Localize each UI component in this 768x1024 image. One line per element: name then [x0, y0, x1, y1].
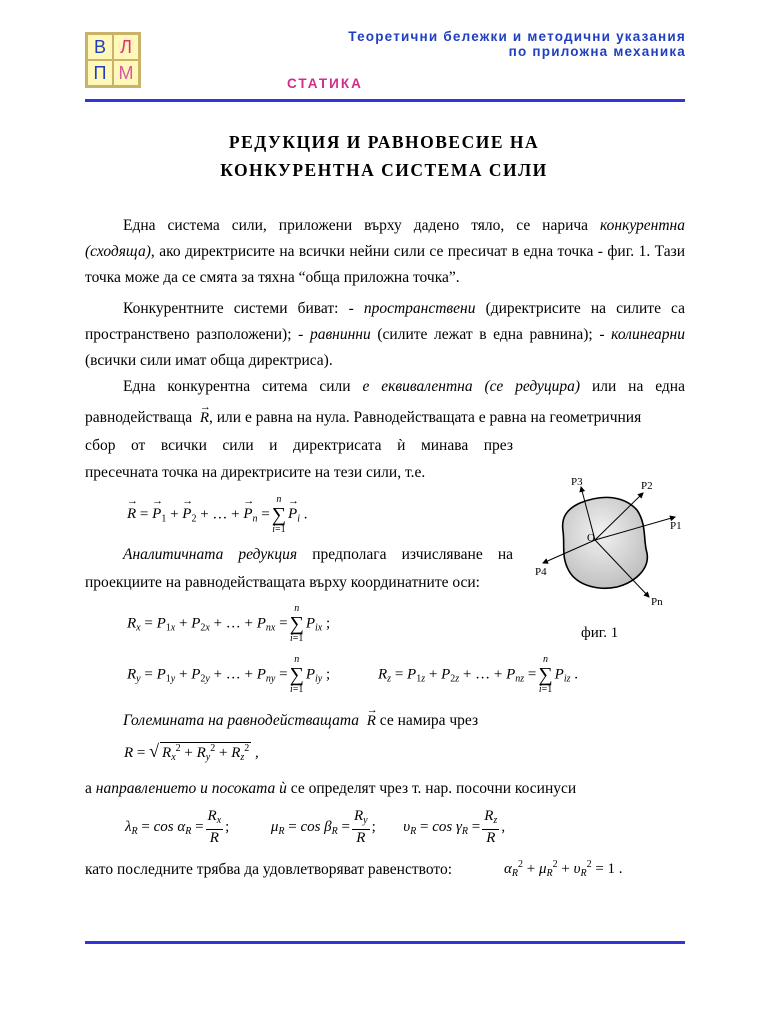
- rigid-body-shape: [563, 497, 648, 588]
- text-line-condition: като последните трябва да удовлетворяват равенството:: [85, 861, 452, 878]
- paragraph-direction: [85, 776, 576, 802]
- paragraph-definition: [85, 213, 685, 291]
- equation-direction-cosines: $\lambda_R = \cos \alpha_R$ = $\frac{R_x}{R}$ ; $\mu_R = \cos \beta_R$ = $\frac{R_y}{R}$ ; $\upsilon_R = \cos \gamma_R$ = $\frac{R_z}{R}$ ,: [125, 808, 506, 846]
- text: (силите лежат в една равнина); -: [370, 326, 612, 343]
- bottom-rule: [85, 941, 685, 944]
- emphasis: Аналитичната редукция: [123, 546, 298, 563]
- label-p4: P4: [535, 566, 547, 578]
- text: Конкурентните системи биват: -: [123, 300, 364, 317]
- text: , ако директрисите на всички нейни сили се пресичат в една точка - фиг. 1. Тази точка може да се смята за тяхна “обща приложна точка”.: [85, 243, 685, 286]
- emphasis: пространствени: [363, 300, 476, 317]
- text: (директрисите на силите са пространствено разположени); -: [85, 300, 685, 343]
- text: равнодействаща: [85, 409, 193, 426]
- paragraph-magnitude: [123, 708, 478, 734]
- logo-letter: В: [88, 35, 112, 59]
- logo: [85, 32, 141, 88]
- equation-identity: $\alpha_R^2 + \mu_R^2 + \upsilon_R^2 = 1$ .: [504, 859, 623, 879]
- label-origin: O: [587, 532, 595, 544]
- logo-letter: П: [88, 61, 112, 85]
- page-title-line2: КОНКУРЕНТНА СИСТЕМА СИЛИ: [220, 160, 548, 180]
- text-line-projections: проекциите на равнодействащата върху координатните оси:: [85, 574, 480, 591]
- label-pn: Pn: [651, 596, 663, 608]
- header-subtitle: по приложна механика: [508, 44, 686, 59]
- text-line-intersection: пресечната точка на директрисите на тези сили, т.е.: [85, 464, 426, 481]
- resultant-symbol: → R: [367, 713, 376, 729]
- equation-rz: $R_z = P_{1z} + P_{2z}$ + … + $P_{nz}$ = n ∑ i=1 $P_{iz}$ .: [378, 654, 578, 695]
- text: , или е равна на нула. Равнодействащата е равна на геометричния: [209, 409, 642, 426]
- equation-rx: $R_x = P_{1x} + P_{2x}$ + … + $P_{nx}$ = n ∑ i=1 $P_{ix}$ ;: [127, 603, 331, 644]
- emphasis: е еквивалентна (се редуцира): [362, 378, 581, 395]
- equation-magnitude: R = √ $R_x^2 + R_y^2 + R_z^2$ ,: [124, 741, 259, 763]
- text-line-resultant: [85, 405, 685, 431]
- header-title: Теоретични бележки и методични указания: [348, 29, 686, 44]
- paragraph-types: [85, 296, 685, 374]
- emphasis: Големината на равнодействащата: [123, 712, 359, 729]
- emphasis: направлението и посоката ѝ: [95, 780, 287, 797]
- text: или на една: [580, 378, 685, 395]
- text: Една конкурентна ситема сили: [123, 378, 363, 395]
- section-label: СТАТИКА: [287, 76, 363, 91]
- figure-force-diagram: [525, 465, 685, 615]
- resultant-symbol: → R: [200, 410, 209, 426]
- text: се намира чрез: [375, 712, 479, 729]
- top-rule: [85, 99, 685, 102]
- text: Една система сили, приложени върху дадено тяло, се нарича: [123, 217, 601, 234]
- equation-ry: $R_y = P_{1y} + P_{2y}$ + … + $P_{ny}$ = n ∑ i=1 $P_{iy}$ ;: [127, 654, 331, 695]
- text: предполага изчисляване на: [297, 546, 513, 563]
- emphasis: конкурентна (сходяща): [85, 217, 685, 260]
- text: се определят чрез т. нар. посочни косинуси: [286, 780, 577, 797]
- label-p3: P3: [571, 476, 583, 488]
- equation-vector-sum: → R = → $P_1$ + → $P_2$ + … + → $P_n$ = n ∑ i=1 → $P_i$ .: [127, 495, 307, 535]
- emphasis: колинеарни: [611, 326, 685, 343]
- logo-letter: Л: [114, 35, 138, 59]
- page-title-line1: РЕДУКЦИЯ И РАВНОВЕСИЕ НА: [228, 132, 540, 152]
- text: а: [85, 780, 96, 797]
- logo-letter: М: [114, 61, 138, 85]
- emphasis: равнинни: [309, 326, 371, 343]
- figure-caption: фиг. 1: [581, 625, 619, 641]
- paragraph-analytic: [123, 542, 513, 568]
- text: (всички сили имат обща директриса).: [85, 352, 333, 369]
- label-p1: P1: [670, 520, 682, 532]
- label-p2: P2: [641, 480, 653, 492]
- text-line-sum: сбор от всички сили и директрисата ѝ минава през: [85, 437, 513, 454]
